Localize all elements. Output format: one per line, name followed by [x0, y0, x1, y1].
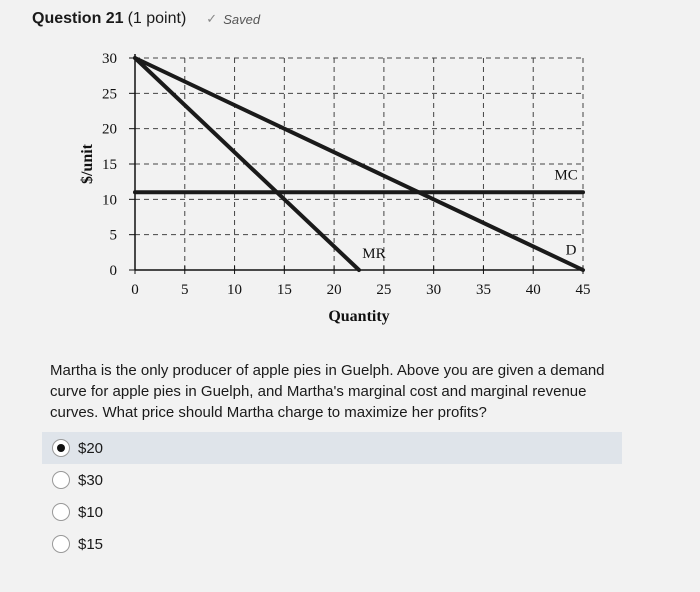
curve-label-d: D	[565, 242, 577, 259]
option-3[interactable]	[42, 528, 622, 560]
y-tick-label: 0	[109, 263, 117, 279]
question-title: Question 21	[32, 10, 124, 27]
x-tick-label: 40	[525, 282, 541, 298]
radio-button[interactable]	[52, 439, 70, 457]
y-tick-label: 20	[102, 121, 117, 138]
x-tick-label: 5	[181, 282, 189, 298]
y-axis-title: $/unit	[79, 143, 96, 185]
option-label: $20	[78, 439, 104, 457]
saved-label: Saved	[223, 11, 261, 27]
x-tick-label: 25	[376, 282, 392, 298]
option-2[interactable]	[42, 496, 622, 528]
y-tick-label: 5	[109, 227, 117, 244]
check-icon: ✓	[206, 11, 218, 26]
answer-options	[42, 432, 622, 560]
question-header	[32, 10, 260, 28]
x-axis-title: Quantity	[328, 308, 390, 325]
curve-label-mc: MC	[554, 167, 578, 184]
radio-button[interactable]	[52, 503, 70, 521]
option-label: $10	[78, 503, 104, 521]
radio-button[interactable]	[52, 535, 70, 553]
y-tick-label: 10	[102, 192, 117, 209]
supply-demand-chart	[70, 40, 600, 330]
option-1[interactable]	[42, 464, 622, 496]
question-text: Martha is the only producer of apple pies in Guelph. Above you are given a demand curve for apple pies in Guelph, and Martha's marginal cost and marginal revenue curves. What price should Martha charge to maximize her profits?	[50, 362, 605, 421]
option-0[interactable]	[42, 432, 622, 464]
y-tick-label: 25	[102, 86, 117, 103]
y-tick-label: 15	[102, 157, 117, 173]
saved-status	[206, 11, 260, 27]
y-tick-label: 30	[102, 51, 117, 67]
x-tick-label: 30	[426, 282, 442, 298]
x-tick-label: 10	[227, 282, 243, 298]
option-label: $15	[78, 535, 104, 553]
question-points: (1 point)	[127, 10, 187, 27]
x-tick-label: 45	[575, 282, 591, 298]
x-tick-label: 0	[131, 282, 139, 298]
curve-label-mr: MR	[362, 245, 386, 262]
x-tick-label: 20	[326, 282, 342, 298]
option-label: $30	[78, 471, 104, 489]
x-tick-label: 35	[475, 282, 491, 298]
radio-button[interactable]	[52, 471, 70, 489]
x-tick-label: 15	[276, 282, 292, 298]
